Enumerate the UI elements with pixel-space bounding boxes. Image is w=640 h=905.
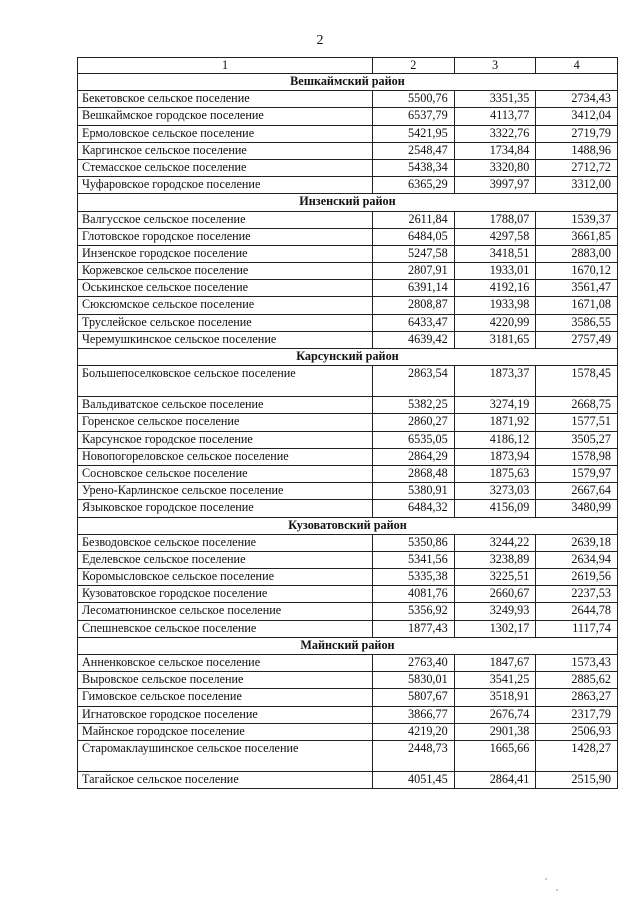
value-col2-cell: 6391,14 — [373, 280, 455, 297]
settlement-name-cell: Инзенское городское поселение — [78, 245, 373, 262]
value-col4-cell: 1579,97 — [536, 465, 618, 482]
value-col3-cell: 2901,38 — [454, 723, 536, 740]
table-row — [78, 483, 618, 500]
district-row — [78, 637, 618, 654]
value-col3-cell: 3181,65 — [454, 331, 536, 348]
value-col4-cell: 3312,00 — [536, 177, 618, 194]
value-col4-cell: 2719,79 — [536, 125, 618, 142]
settlement-name-cell: Оськинское сельское поселение — [78, 280, 373, 297]
settlement-name-cell: Игнатовское городское поселение — [78, 706, 373, 723]
settlement-name-cell: Бекетовское сельское поселение — [78, 91, 373, 108]
value-col2-cell: 1877,43 — [373, 620, 455, 637]
value-col4-cell: 3561,47 — [536, 280, 618, 297]
value-col3-cell: 4220,99 — [454, 314, 536, 331]
settlement-name-cell: Выровское сельское поселение — [78, 672, 373, 689]
value-col2-cell: 6365,29 — [373, 177, 455, 194]
value-col4-cell: 1578,45 — [536, 366, 618, 397]
value-col3-cell: 4186,12 — [454, 431, 536, 448]
value-col4-cell: 2883,00 — [536, 245, 618, 262]
value-col3-cell: 2676,74 — [454, 706, 536, 723]
value-col2-cell: 5500,76 — [373, 91, 455, 108]
table-row — [78, 159, 618, 176]
settlement-name-cell: Большепоселковское сельское поселение — [78, 366, 373, 397]
value-col4-cell: 3661,85 — [536, 228, 618, 245]
value-col2-cell: 5830,01 — [373, 672, 455, 689]
table-row — [78, 331, 618, 348]
value-col3-cell: 4113,77 — [454, 108, 536, 125]
table-row — [78, 177, 618, 194]
table-row — [78, 655, 618, 672]
settlement-name-cell: Старомаклаушинское сельское поселение — [78, 740, 373, 771]
table-row — [78, 500, 618, 517]
value-col4-cell: 3412,04 — [536, 108, 618, 125]
scan-speck — [545, 878, 547, 880]
value-col4-cell: 1578,98 — [536, 448, 618, 465]
column-header-2: 2 — [373, 58, 455, 74]
value-col2-cell: 2868,48 — [373, 465, 455, 482]
value-col3-cell: 3418,51 — [454, 245, 536, 262]
table-row — [78, 534, 618, 551]
value-col3-cell: 1873,94 — [454, 448, 536, 465]
settlement-name-cell: Валгусское сельское поселение — [78, 211, 373, 228]
settlement-name-cell: Языковское городское поселение — [78, 500, 373, 517]
settlement-name-cell: Каргинское сельское поселение — [78, 142, 373, 159]
value-col4-cell: 2885,62 — [536, 672, 618, 689]
value-col2-cell: 4639,42 — [373, 331, 455, 348]
value-col4-cell: 2757,49 — [536, 331, 618, 348]
value-col4-cell: 1671,08 — [536, 297, 618, 314]
table-row — [78, 228, 618, 245]
district-heading: Вешкаймский район — [78, 74, 618, 91]
value-col3-cell: 1933,01 — [454, 263, 536, 280]
settlement-name-cell: Стемасское сельское поселение — [78, 159, 373, 176]
table-row — [78, 108, 618, 125]
district-row — [78, 74, 618, 91]
value-col3-cell: 3273,03 — [454, 483, 536, 500]
table-row — [78, 569, 618, 586]
value-col2-cell: 6484,05 — [373, 228, 455, 245]
value-col4-cell: 1539,37 — [536, 211, 618, 228]
value-col2-cell: 5438,34 — [373, 159, 455, 176]
settlement-name-cell: Еделевское сельское поселение — [78, 551, 373, 568]
table-row — [78, 280, 618, 297]
table-row — [78, 689, 618, 706]
settlement-name-cell: Новопогореловское сельское поселение — [78, 448, 373, 465]
column-header-3: 3 — [454, 58, 536, 74]
value-col4-cell: 2506,93 — [536, 723, 618, 740]
settlement-name-cell: Вальдиватское сельское поселение — [78, 397, 373, 414]
value-col4-cell: 1670,12 — [536, 263, 618, 280]
settlement-name-cell: Безводовское сельское поселение — [78, 534, 373, 551]
column-header-1: 1 — [78, 58, 373, 74]
value-col2-cell: 5341,56 — [373, 551, 455, 568]
value-col3-cell: 3351,35 — [454, 91, 536, 108]
value-col2-cell: 4081,76 — [373, 586, 455, 603]
table-row — [78, 263, 618, 280]
table-row — [78, 586, 618, 603]
table-row — [78, 314, 618, 331]
table-row — [78, 448, 618, 465]
value-col4-cell: 2639,18 — [536, 534, 618, 551]
value-col4-cell: 2667,64 — [536, 483, 618, 500]
district-heading: Майнский район — [78, 637, 618, 654]
settlement-name-cell: Майнское городское поселение — [78, 723, 373, 740]
value-col3-cell: 3244,22 — [454, 534, 536, 551]
value-col3-cell: 3322,76 — [454, 125, 536, 142]
page-number: 2 — [316, 33, 324, 48]
value-col4-cell: 3586,55 — [536, 314, 618, 331]
value-col3-cell: 1788,07 — [454, 211, 536, 228]
settlement-name-cell: Глотовское городское поселение — [78, 228, 373, 245]
value-col3-cell: 3320,80 — [454, 159, 536, 176]
settlement-name-cell: Тагайское сельское поселение — [78, 771, 373, 788]
value-col3-cell: 2864,41 — [454, 771, 536, 788]
table-row — [78, 771, 618, 788]
table-row — [78, 91, 618, 108]
district-row — [78, 349, 618, 366]
value-col2-cell: 2548,47 — [373, 142, 455, 159]
value-col2-cell: 5421,95 — [373, 125, 455, 142]
value-col3-cell: 1847,67 — [454, 655, 536, 672]
value-col2-cell: 2860,27 — [373, 414, 455, 431]
value-col2-cell: 5335,38 — [373, 569, 455, 586]
table-row — [78, 465, 618, 482]
table-row — [78, 620, 618, 637]
value-col4-cell: 1117,74 — [536, 620, 618, 637]
table-row — [78, 414, 618, 431]
value-col4-cell: 1577,51 — [536, 414, 618, 431]
value-col3-cell: 3997,97 — [454, 177, 536, 194]
district-heading: Инзенский район — [78, 194, 618, 211]
value-col3-cell: 4192,16 — [454, 280, 536, 297]
table-row — [78, 431, 618, 448]
table-row — [78, 397, 618, 414]
value-col2-cell: 2808,87 — [373, 297, 455, 314]
value-col2-cell: 2864,29 — [373, 448, 455, 465]
table-row — [78, 366, 618, 397]
table-row — [78, 142, 618, 159]
value-col4-cell: 1573,43 — [536, 655, 618, 672]
value-col4-cell: 2734,43 — [536, 91, 618, 108]
value-col2-cell: 4219,20 — [373, 723, 455, 740]
value-col4-cell: 2619,56 — [536, 569, 618, 586]
settlement-name-cell: Вешкаймское городское поселение — [78, 108, 373, 125]
value-col2-cell: 2807,91 — [373, 263, 455, 280]
value-col2-cell: 6535,05 — [373, 431, 455, 448]
value-col2-cell: 2448,73 — [373, 740, 455, 771]
settlement-name-cell: Горенское сельское поселение — [78, 414, 373, 431]
value-col2-cell: 3866,77 — [373, 706, 455, 723]
scan-speck — [556, 889, 558, 891]
district-heading: Кузоватовский район — [78, 517, 618, 534]
value-col4-cell: 2515,90 — [536, 771, 618, 788]
value-col3-cell: 1875,63 — [454, 465, 536, 482]
value-col2-cell: 2611,84 — [373, 211, 455, 228]
value-col2-cell: 5356,92 — [373, 603, 455, 620]
table-row — [78, 723, 618, 740]
settlements-table — [77, 57, 618, 789]
district-row — [78, 194, 618, 211]
settlement-name-cell: Ермоловское сельское поселение — [78, 125, 373, 142]
column-header-row — [78, 58, 618, 74]
value-col4-cell: 3505,27 — [536, 431, 618, 448]
value-col4-cell: 3480,99 — [536, 500, 618, 517]
settlement-name-cell: Спешневское сельское поселение — [78, 620, 373, 637]
value-col3-cell: 3274,19 — [454, 397, 536, 414]
settlement-name-cell: Коромысловское сельское поселение — [78, 569, 373, 586]
value-col2-cell: 2763,40 — [373, 655, 455, 672]
value-col3-cell: 1933,98 — [454, 297, 536, 314]
column-header-4: 4 — [536, 58, 618, 74]
value-col3-cell: 1734,84 — [454, 142, 536, 159]
settlement-name-cell: Коржевское сельское поселение — [78, 263, 373, 280]
value-col3-cell: 4156,09 — [454, 500, 536, 517]
value-col2-cell: 6537,79 — [373, 108, 455, 125]
table-row — [78, 740, 618, 771]
value-col3-cell: 2660,67 — [454, 586, 536, 603]
value-col2-cell: 5807,67 — [373, 689, 455, 706]
value-col4-cell: 2668,75 — [536, 397, 618, 414]
table-row — [78, 603, 618, 620]
value-col4-cell: 2712,72 — [536, 159, 618, 176]
settlement-name-cell: Черемушкинское сельское поселение — [78, 331, 373, 348]
settlement-name-cell: Кузоватовское городское поселение — [78, 586, 373, 603]
value-col4-cell: 2644,78 — [536, 603, 618, 620]
value-col2-cell: 6433,47 — [373, 314, 455, 331]
value-col3-cell: 1302,17 — [454, 620, 536, 637]
table-row — [78, 245, 618, 262]
table-body — [78, 58, 618, 789]
value-col2-cell: 5350,86 — [373, 534, 455, 551]
value-col2-cell: 5382,25 — [373, 397, 455, 414]
table-row — [78, 672, 618, 689]
value-col3-cell: 3225,51 — [454, 569, 536, 586]
settlement-name-cell: Лесоматюнинское сельское поселение — [78, 603, 373, 620]
settlement-name-cell: Сосновское сельское поселение — [78, 465, 373, 482]
value-col3-cell: 4297,58 — [454, 228, 536, 245]
value-col4-cell: 2237,53 — [536, 586, 618, 603]
table-row — [78, 297, 618, 314]
table-row — [78, 211, 618, 228]
value-col4-cell: 1428,27 — [536, 740, 618, 771]
value-col4-cell: 2634,94 — [536, 551, 618, 568]
settlement-name-cell: Чуфаровское городское поселение — [78, 177, 373, 194]
value-col2-cell: 6484,32 — [373, 500, 455, 517]
district-heading: Карсунский район — [78, 349, 618, 366]
value-col3-cell: 1873,37 — [454, 366, 536, 397]
value-col2-cell: 2863,54 — [373, 366, 455, 397]
settlement-name-cell: Сюксюмское сельское поселение — [78, 297, 373, 314]
value-col3-cell: 3238,89 — [454, 551, 536, 568]
table-row — [78, 125, 618, 142]
value-col3-cell: 3518,91 — [454, 689, 536, 706]
value-col2-cell: 5247,58 — [373, 245, 455, 262]
settlement-name-cell: Труслейское сельское поселение — [78, 314, 373, 331]
table-row — [78, 706, 618, 723]
value-col4-cell: 2317,79 — [536, 706, 618, 723]
settlement-name-cell: Карсунское городское поселение — [78, 431, 373, 448]
value-col3-cell: 1871,92 — [454, 414, 536, 431]
value-col4-cell: 1488,96 — [536, 142, 618, 159]
settlement-name-cell: Гимовское сельское поселение — [78, 689, 373, 706]
value-col2-cell: 4051,45 — [373, 771, 455, 788]
value-col3-cell: 1665,66 — [454, 740, 536, 771]
district-row — [78, 517, 618, 534]
value-col4-cell: 2863,27 — [536, 689, 618, 706]
table-row — [78, 551, 618, 568]
value-col3-cell: 3541,25 — [454, 672, 536, 689]
value-col3-cell: 3249,93 — [454, 603, 536, 620]
settlement-name-cell: Урено-Карлинское сельское поселение — [78, 483, 373, 500]
settlement-name-cell: Анненковское сельское поселение — [78, 655, 373, 672]
value-col2-cell: 5380,91 — [373, 483, 455, 500]
